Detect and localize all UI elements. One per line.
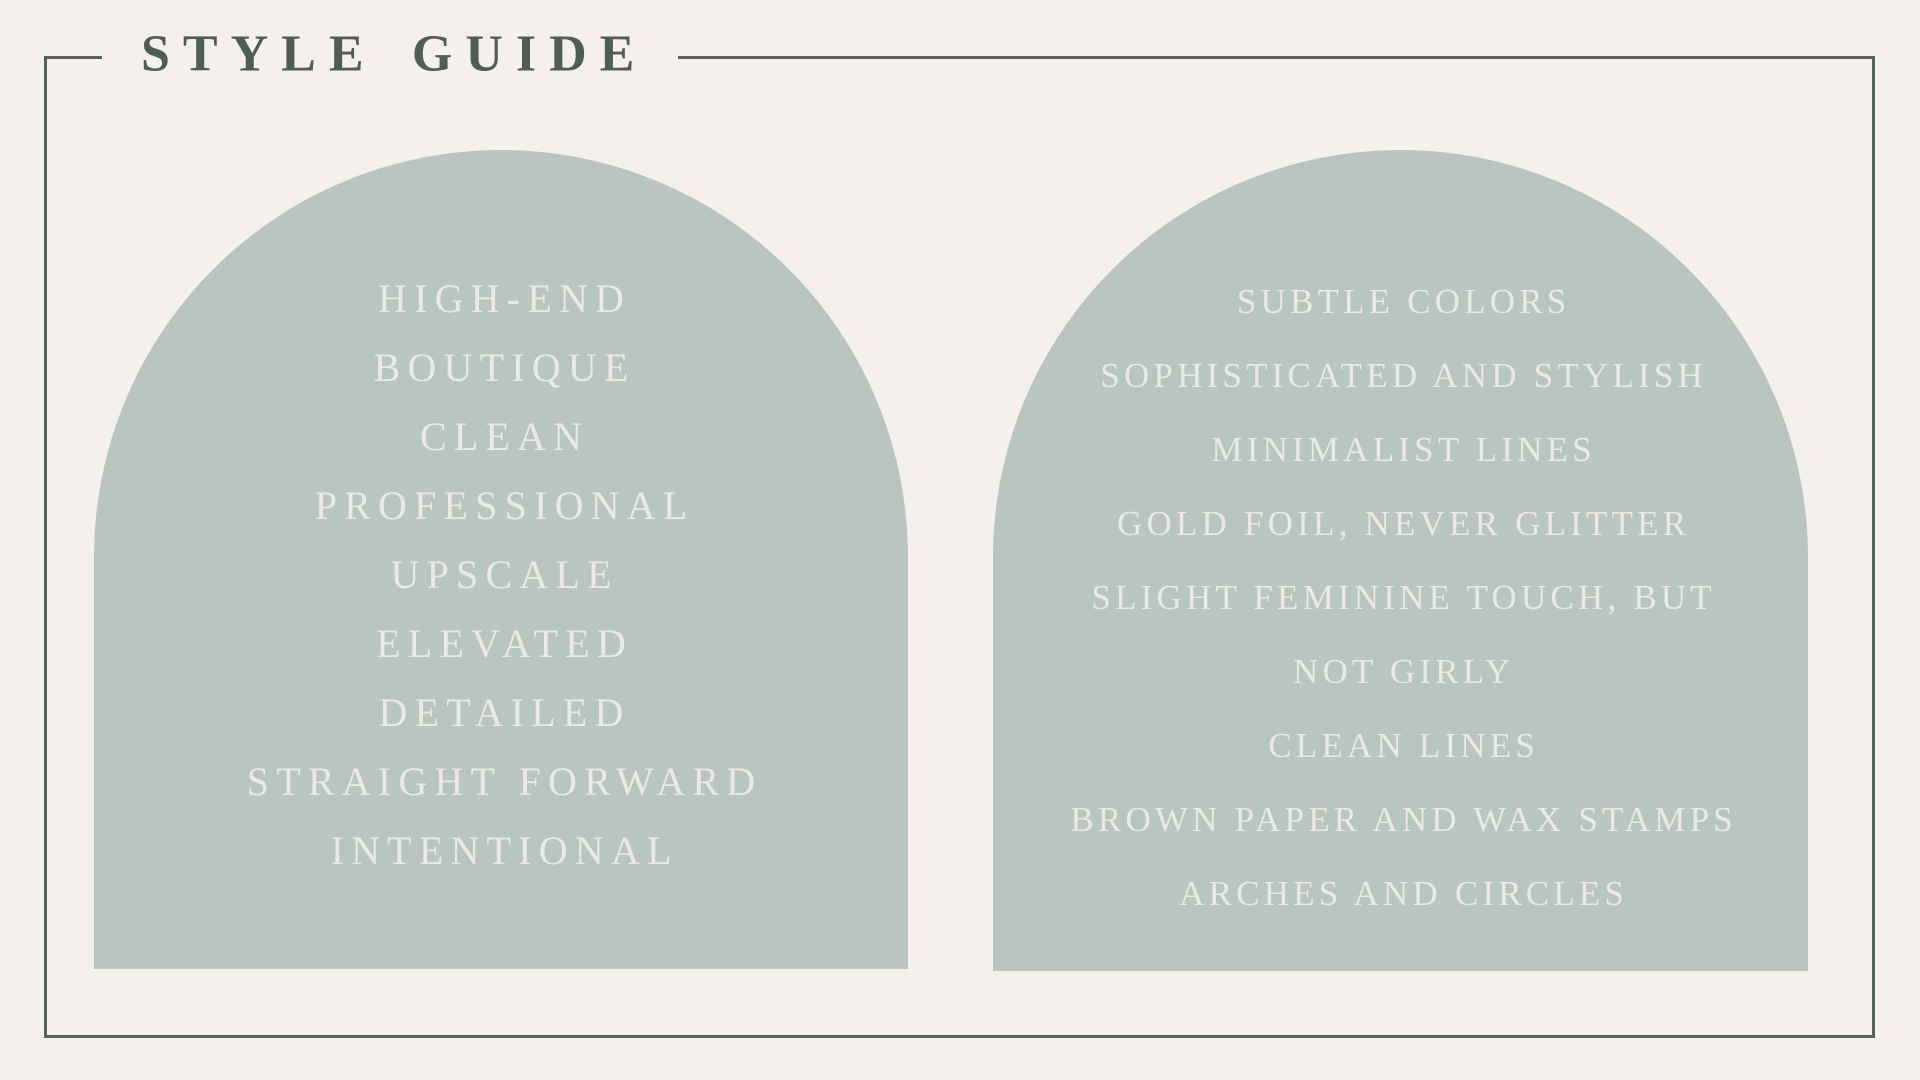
frame-top-right-segment <box>678 56 1875 59</box>
style-keyword-line: CLEAN LINES <box>1268 726 1540 765</box>
style-keyword-line: SLIGHT FEMININE TOUCH, BUT <box>1091 578 1716 617</box>
style-keyword-line: SUBTLE COLORS <box>1236 282 1571 321</box>
right-arch-keyword-list <box>993 265 1808 931</box>
style-keyword-line: GOLD FOIL, NEVER GLITTER <box>1117 504 1691 543</box>
style-keyword-line: CLEAN <box>419 414 590 459</box>
style-keyword-line: NOT GIRLY <box>1293 652 1515 691</box>
right-arch-shape <box>993 150 1808 971</box>
style-keyword-line: STRAIGHT FORWARD <box>246 759 763 804</box>
style-keyword-line: HIGH-END <box>378 276 632 321</box>
style-keyword-line: ELEVATED <box>376 621 634 666</box>
style-keyword-line: BROWN PAPER AND WAX STAMPS <box>1070 800 1737 839</box>
style-keyword-line: INTENTIONAL <box>330 828 679 873</box>
frame-bottom-line <box>44 1035 1875 1038</box>
style-keyword-line: ARCHES AND CIRCLES <box>1179 874 1629 913</box>
page-title: STYLE GUIDE <box>141 25 648 83</box>
frame-left-line <box>44 56 47 1038</box>
style-keyword-line: SOPHISTICATED AND STYLISH <box>1100 356 1707 395</box>
style-keyword-line: BOUTIQUE <box>373 345 636 390</box>
left-arch-shape <box>94 150 908 969</box>
style-keyword-line: DETAILED <box>378 690 631 735</box>
style-keyword-line: MINIMALIST LINES <box>1211 430 1596 469</box>
frame-right-line <box>1872 56 1875 1038</box>
style-keyword-line: PROFESSIONAL <box>314 483 695 528</box>
left-arch-keyword-list <box>94 264 908 885</box>
frame-top-left-segment <box>44 56 102 59</box>
style-keyword-line: UPSCALE <box>390 552 619 597</box>
